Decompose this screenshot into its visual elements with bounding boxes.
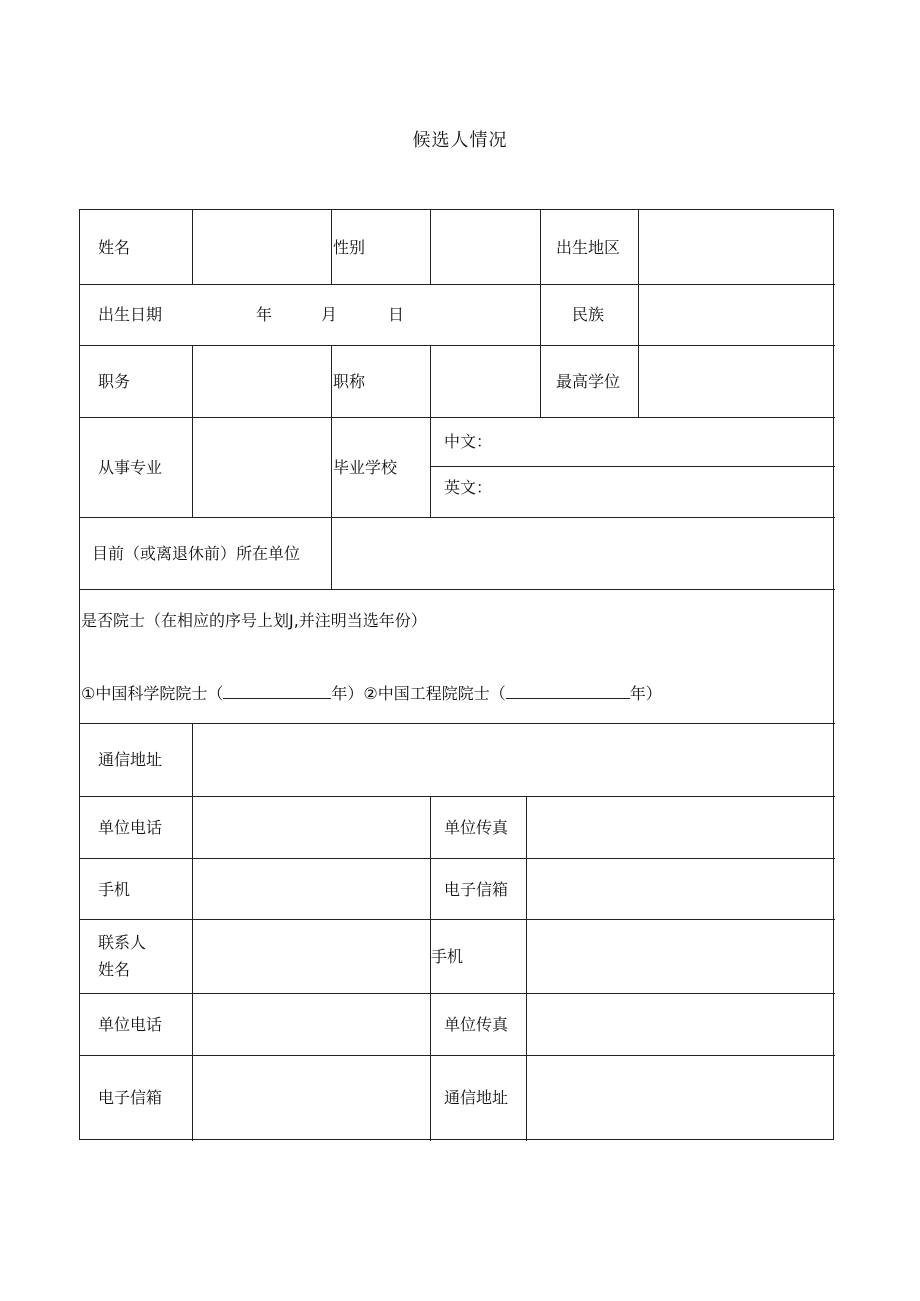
email-label: 电子信箱 xyxy=(444,880,509,899)
employer-field[interactable] xyxy=(332,518,834,588)
col-divider xyxy=(331,210,332,284)
cae-suffix: 年） xyxy=(629,684,662,703)
mobile-label: 手机 xyxy=(98,880,131,899)
ethnicity-label: 民族 xyxy=(572,305,605,324)
col-divider xyxy=(430,796,431,1141)
contact-work-fax-field[interactable] xyxy=(527,994,834,1054)
title-label: 职称 xyxy=(333,372,366,391)
contact-mobile-label: 手机 xyxy=(431,947,464,966)
work-fax-label: 单位传真 xyxy=(444,818,509,837)
cae-year-field[interactable] xyxy=(506,684,630,699)
contact-work-fax-label: 单位传真 xyxy=(444,1015,509,1034)
candidate-form-table xyxy=(79,209,834,1140)
work-phone-field[interactable] xyxy=(193,797,429,857)
contact-work-phone-field[interactable] xyxy=(193,994,429,1054)
contact-label-line2: 姓名 xyxy=(98,960,131,979)
cas-prefix: ①中国科学院院士（ xyxy=(81,684,224,703)
academician-question: 是否院士（在相应的序号上划J,并注明当选年份） xyxy=(81,611,427,630)
contact-email-label: 电子信箱 xyxy=(98,1088,163,1107)
employer-label: 目前（或离退休前）所在单位 xyxy=(92,544,301,563)
contact-label-line1: 联系人 xyxy=(98,933,147,952)
month-unit: 月 xyxy=(321,305,338,324)
cas-year-field[interactable] xyxy=(223,684,331,699)
major-label: 从事专业 xyxy=(98,458,163,477)
mobile-field[interactable] xyxy=(193,859,429,918)
title-field[interactable] xyxy=(431,346,539,416)
contact-mobile-field[interactable] xyxy=(527,920,834,992)
col-divider xyxy=(540,210,541,417)
birthplace-field[interactable] xyxy=(639,211,834,283)
contact-work-phone-label: 单位电话 xyxy=(98,1015,163,1034)
contact-name-field[interactable] xyxy=(193,920,429,992)
contact-address-field[interactable] xyxy=(527,1056,834,1140)
school-label: 毕业学校 xyxy=(333,458,398,477)
work-fax-field[interactable] xyxy=(527,797,834,857)
address-field[interactable] xyxy=(193,724,834,795)
birthplace-label: 出生地区 xyxy=(556,238,621,257)
name-label: 姓名 xyxy=(98,238,131,257)
degree-label: 最高学位 xyxy=(556,372,621,391)
gender-label: 性别 xyxy=(333,238,366,257)
school-chinese-field[interactable] xyxy=(490,418,834,465)
name-field[interactable] xyxy=(193,211,330,283)
position-field[interactable] xyxy=(193,346,330,416)
row-divider xyxy=(80,589,835,590)
birthdate-label: 出生日期 xyxy=(98,305,163,324)
ethnicity-field[interactable] xyxy=(639,285,834,344)
academician-options xyxy=(81,684,662,704)
cae-prefix: ②中国工程院院士（ xyxy=(363,684,506,703)
chinese-label: 中文： xyxy=(444,432,493,451)
position-label: 职务 xyxy=(98,372,131,391)
english-label: 英文： xyxy=(444,478,493,497)
address-label: 通信地址 xyxy=(98,750,163,769)
cas-suffix: 年） xyxy=(331,684,364,703)
col-divider xyxy=(331,345,332,517)
year-unit: 年 xyxy=(256,305,273,324)
contact-address-label: 通信地址 xyxy=(444,1088,509,1107)
day-unit: 日 xyxy=(388,305,405,324)
email-field[interactable] xyxy=(527,859,834,918)
contact-email-field[interactable] xyxy=(193,1056,429,1140)
birthdate-field[interactable] xyxy=(193,285,539,344)
school-english-field[interactable] xyxy=(490,467,834,516)
work-phone-label: 单位电话 xyxy=(98,818,163,837)
gender-field[interactable] xyxy=(431,211,539,283)
degree-field[interactable] xyxy=(639,346,834,416)
major-field[interactable] xyxy=(193,418,330,516)
page-title: 候选人情况 xyxy=(412,130,508,151)
